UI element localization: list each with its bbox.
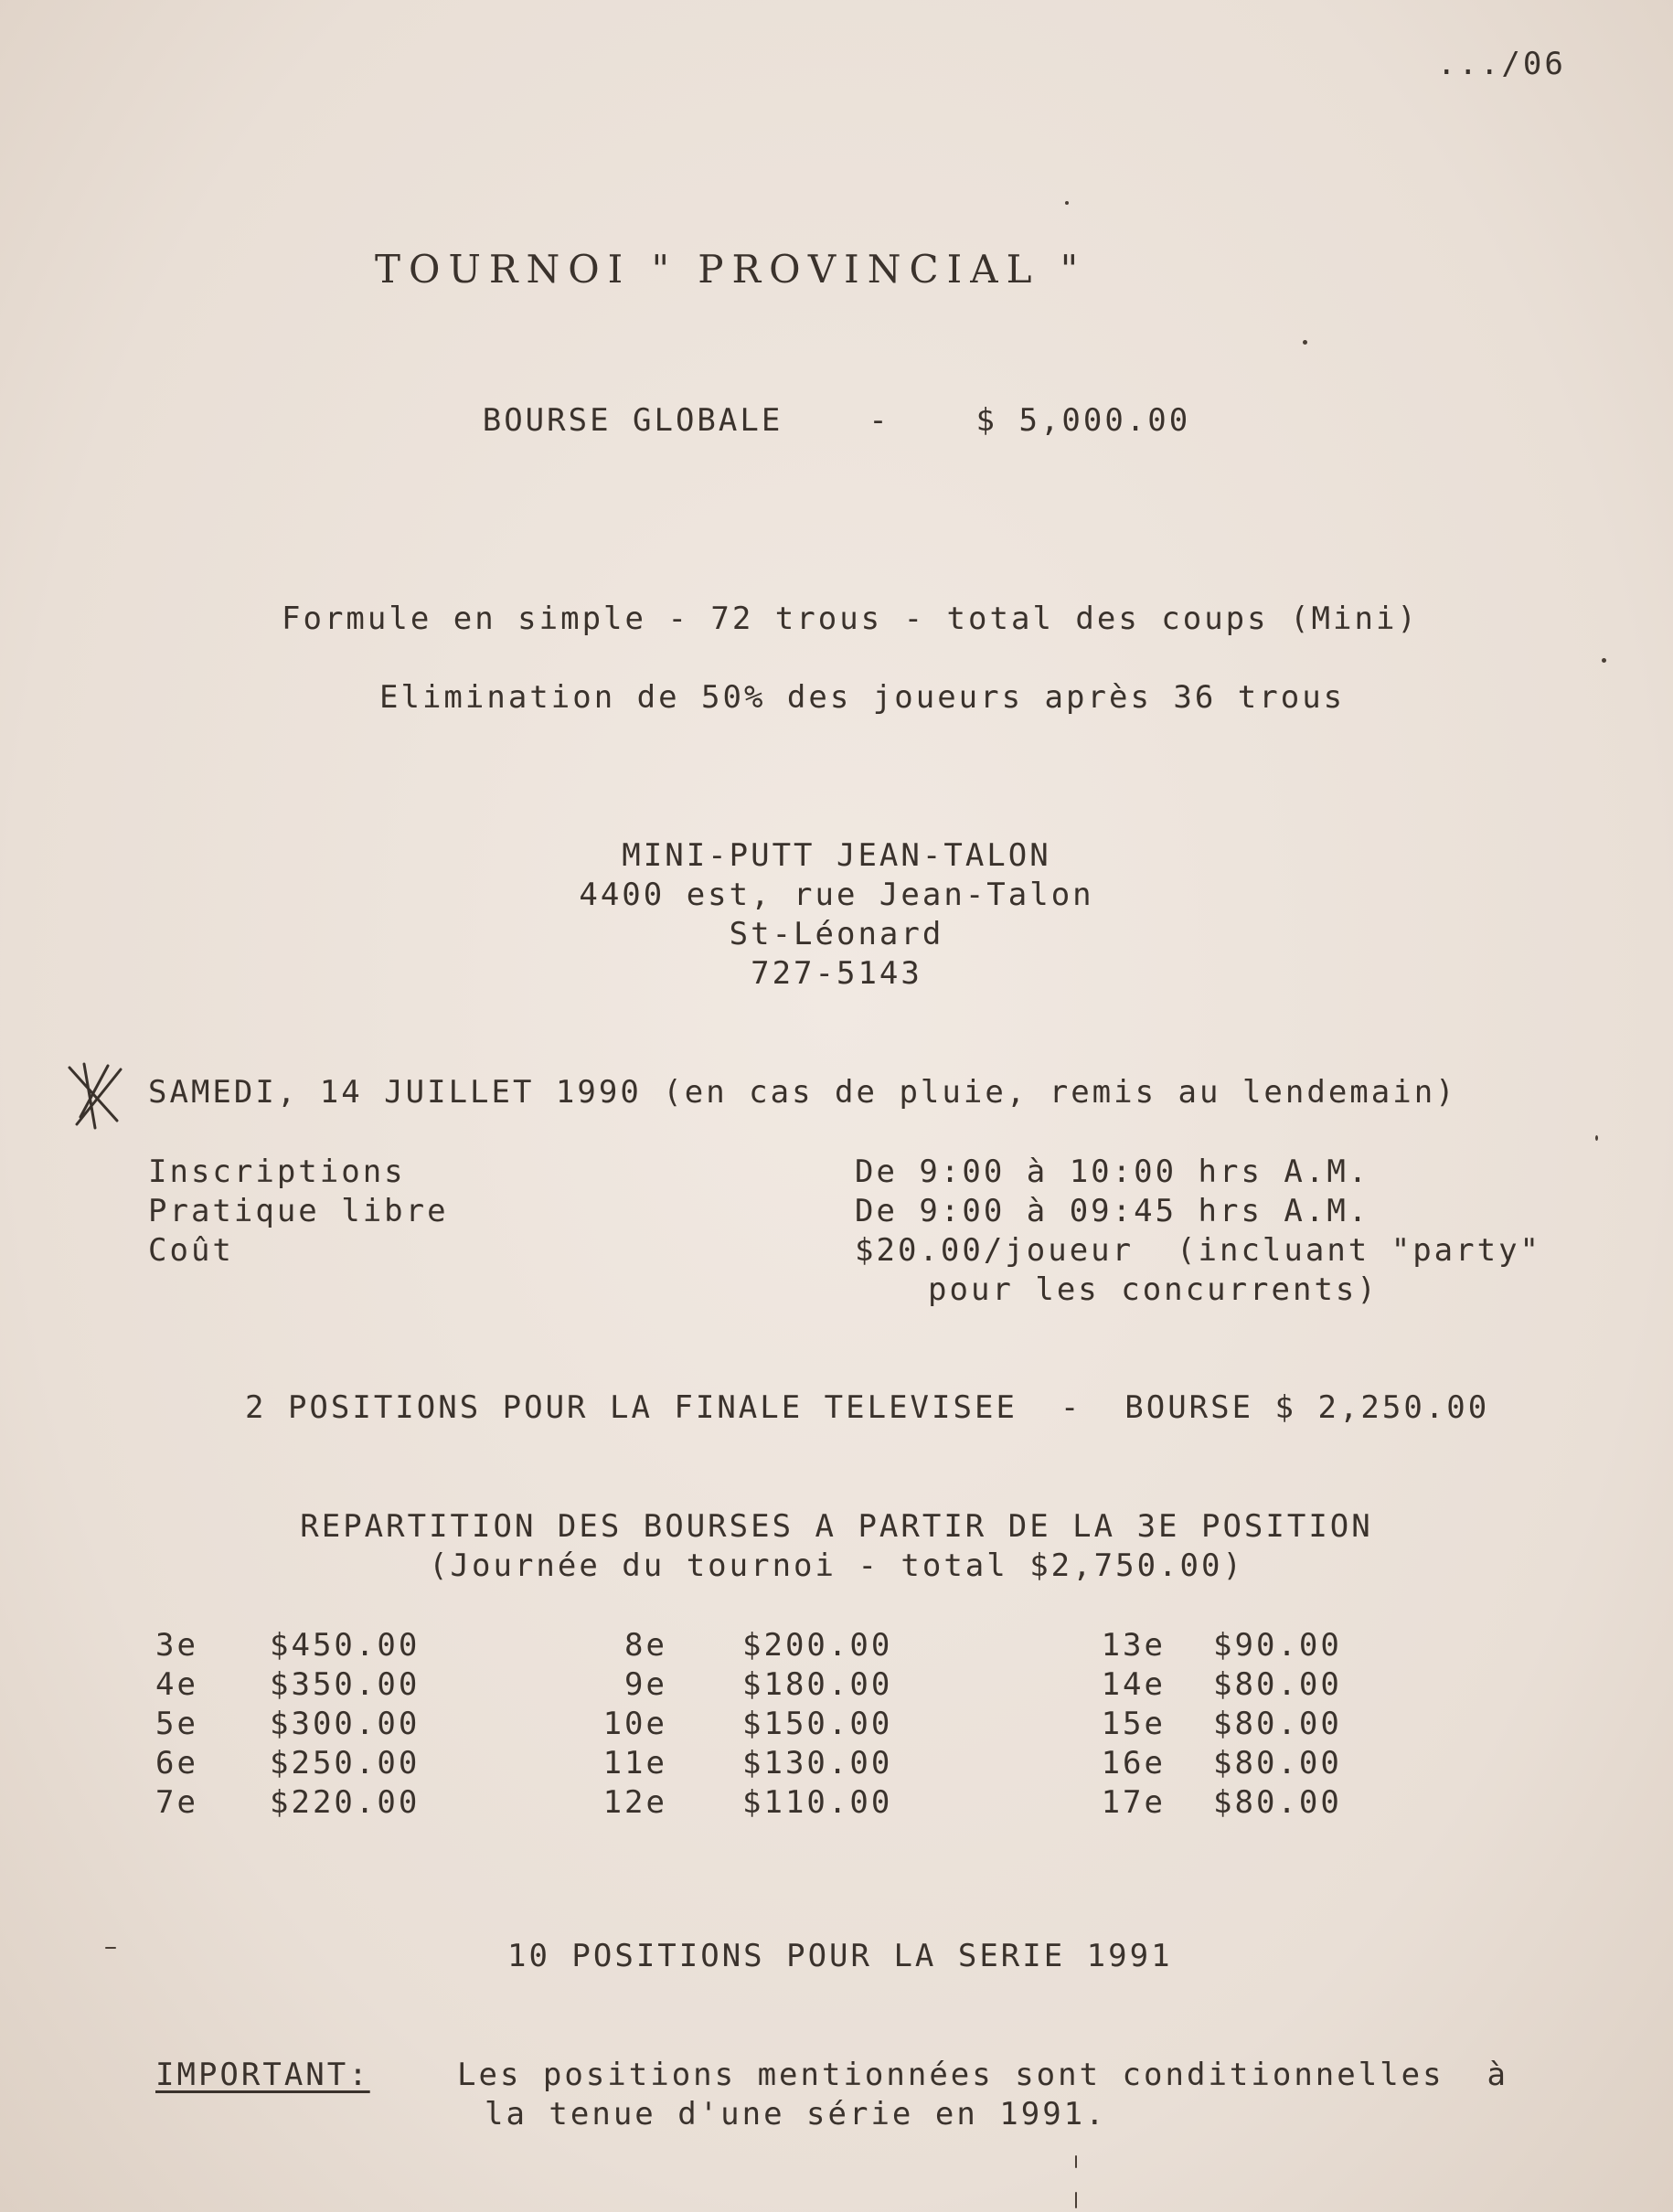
schedule-value-pratique: De 9:00 à 09:45 hrs A.M. [855,1193,1370,1229]
prize-position: 6e [155,1745,198,1781]
prize-amount: $80.00 [1213,1784,1342,1821]
prize-position: 10e [602,1706,667,1742]
finale-line: 2 POSITIONS POUR LA FINALE TELEVISEE - BOURSE $ 2,250.00 [245,1389,1490,1426]
prize-position: 11e [602,1745,667,1781]
prize-position: 7e [155,1784,198,1821]
bourse-globale: BOURSE GLOBALE - $ 5,000.00 [482,402,1191,439]
prize-amount: $250.00 [270,1745,421,1781]
prize-amount: $220.00 [270,1784,421,1821]
repartition-subheading: (Journée du tournoi - total $2,750.00) [429,1547,1244,1584]
prize-position: 17e [1101,1784,1166,1821]
schedule-value-cout-continued: pour les concurrents) [928,1271,1379,1308]
prize-amount: $110.00 [742,1784,893,1821]
prize-amount: $80.00 [1213,1745,1342,1781]
prize-position: 15e [1101,1706,1166,1742]
important-text-line-2: la tenue d'une série en 1991. [485,2096,1107,2132]
venue-city: St-Léonard [729,916,944,952]
formule-line: Formule en simple - 72 trous - total des coups (Mini) [282,601,1419,637]
event-date: SAMEDI, 14 JUILLET 1990 (en cas de pluie, remis au lendemain) [148,1074,1457,1111]
prize-position: 14e [1101,1666,1166,1703]
paper-speck [105,1947,116,1949]
page-number: .../06 [1437,46,1566,82]
prize-position: 4e [155,1666,198,1703]
document-title: TOURNOI " PROVINCIAL " [375,247,1087,292]
paper-speck [1303,340,1307,345]
prize-amount: $130.00 [742,1745,893,1781]
important-text-line-1: Les positions mentionnées sont conditionnelles à [457,2057,1509,2093]
schedule-value-inscriptions: De 9:00 à 10:00 hrs A.M. [855,1154,1370,1190]
schedule-label-cout: Coût [148,1232,234,1269]
prize-amount: $80.00 [1213,1666,1342,1703]
prize-position: 8e [624,1627,667,1664]
venue-address: 4400 est, rue Jean-Talon [579,877,1094,913]
prize-position: 13e [1101,1627,1166,1664]
prize-amount: $180.00 [742,1666,893,1703]
prize-amount: $200.00 [742,1627,893,1664]
paper-speck [1075,2192,1077,2208]
prize-amount: $300.00 [270,1706,421,1742]
schedule-value-cout: $20.00/joueur (incluant "party" [855,1232,1542,1269]
paper-speck [1065,201,1069,205]
handwritten-check-mark-icon [64,1060,128,1132]
paper-speck [1595,1135,1598,1141]
venue-block [0,836,1673,994]
elimination-line: Elimination de 50% des joueurs après 36 trous [379,679,1346,716]
series-line: 10 POSITIONS POUR LA SERIE 1991 [507,1938,1173,1974]
prize-amount: $350.00 [270,1666,421,1703]
repartition-heading: REPARTITION DES BOURSES A PARTIR DE LA 3E POSITION [300,1508,1373,1545]
important-label: IMPORTANT: [155,2057,370,2093]
prize-amount: $80.00 [1213,1706,1342,1742]
prize-amount: $150.00 [742,1706,893,1742]
schedule-label-inscriptions: Inscriptions [148,1154,406,1190]
prize-amount: $90.00 [1213,1627,1342,1664]
venue-name: MINI-PUTT JEAN-TALON [622,837,1051,874]
schedule-label-pratique: Pratique libre [148,1193,449,1229]
prize-amount: $450.00 [270,1627,421,1664]
paper-speck [1075,2155,1077,2168]
prize-position: 3e [155,1627,198,1664]
prize-position: 16e [1101,1745,1166,1781]
prize-position: 12e [602,1784,667,1821]
venue-phone: 727-5143 [751,955,922,992]
prize-position: 9e [624,1666,667,1703]
paper-speck [1602,658,1606,663]
prize-position: 5e [155,1706,198,1742]
